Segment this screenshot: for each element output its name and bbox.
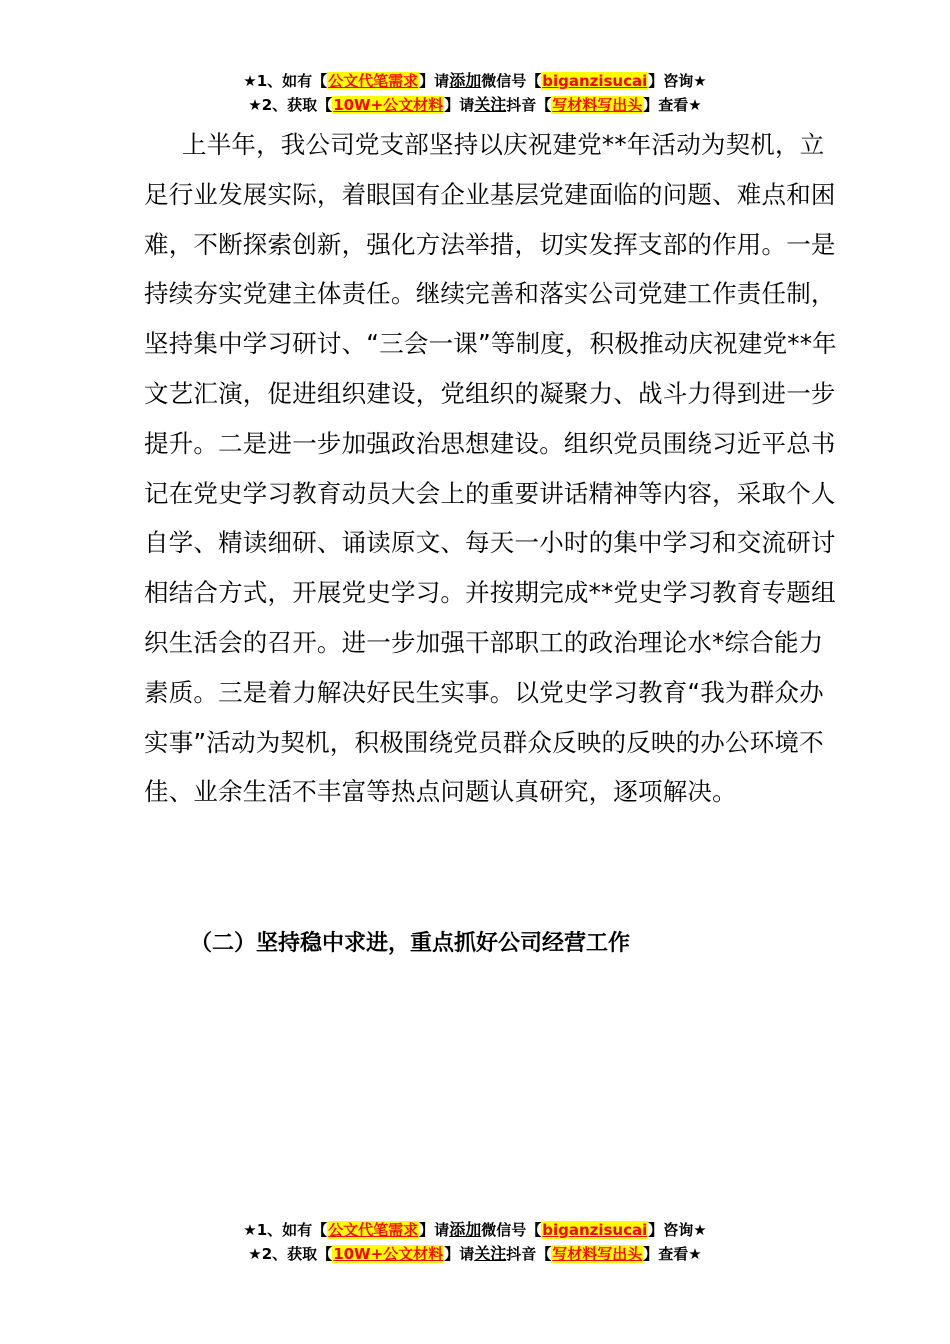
promo-emphasis: 关注 (474, 95, 507, 114)
promo-text: 微信号【 (481, 1221, 542, 1239)
promo-text: ★2、获取【 (248, 96, 333, 114)
promo-highlight: biganzisucai (542, 1221, 648, 1239)
promo-text: 微信号【 (481, 72, 542, 90)
promo-highlight: 写材料写出头 (552, 1245, 643, 1263)
promo-highlight: 10W+公文材料 (333, 1245, 444, 1263)
promo-text: 】请 (444, 1245, 475, 1263)
promo-line-1 (0, 69, 950, 93)
promo-text: 抖音【 (506, 1245, 552, 1263)
promo-line-2 (0, 93, 950, 117)
promo-banner-bottom (0, 1218, 950, 1266)
promo-text: ★1、如有【 (243, 1221, 328, 1239)
promo-text: ★1、如有【 (243, 72, 328, 90)
promo-text: 】咨询★ (648, 1221, 707, 1239)
promo-text: 】查看★ (643, 1245, 702, 1263)
promo-highlight: 10W+公文材料 (333, 96, 444, 114)
promo-text: 】请 (419, 1221, 450, 1239)
promo-line-1 (0, 1218, 950, 1242)
promo-highlight: 公文代笔需求 (328, 72, 419, 90)
promo-text: 】咨询★ (648, 72, 707, 90)
promo-emphasis: 关注 (474, 1244, 507, 1263)
promo-highlight: biganzisucai (542, 72, 648, 90)
promo-highlight: 写材料写出头 (552, 96, 643, 114)
promo-emphasis: 添加 (449, 1220, 482, 1239)
promo-line-2 (0, 1242, 950, 1266)
promo-text: 抖音【 (506, 96, 552, 114)
promo-highlight: 公文代笔需求 (328, 1221, 419, 1239)
promo-text: 】查看★ (643, 96, 702, 114)
promo-text: ★2、获取【 (248, 1245, 333, 1263)
promo-emphasis: 添加 (449, 71, 482, 90)
promo-text: 】请 (444, 96, 475, 114)
promo-banner-top (0, 69, 950, 117)
section-heading: （二）坚持稳中求进，重点抓好公司经营工作 (190, 931, 631, 956)
promo-text: 】请 (419, 72, 450, 90)
body-paragraph: 上半年，我公司党支部坚持以庆祝建党**年活动为契机，立足行业发展实际，着眼国有企业基层党建面临的问题、难点和困难，不断探索创新，强化方法举措，切实发挥支部的作用。一是持续夯实党建主体责任。继续完善和落实公司党建工作责任制，坚持集中学习研讨、“三会一课”等制度，积极推动庆祝建党**年文艺汇演，促进组织建设，党组织的凝聚力、战斗力得到进一步提升。二是进一步加强政治思想建设。组织党员围绕习近平总书记在党史学习教育动员大会上的重要讲话精神等内容，采取个人自学、精读细研、诵读原文、每天一小时的集中学习和交流研讨相结合方式，开展党史学习。并按期完成**党史学习教育专题组织生活会的召开。进一步加强干部职工的政治理论水*综合能力素质。三是着力解决好民生实事。以党史学习教育“我为群众办实事”活动为契机，积极围绕党员群众反映的反映的办公环境不佳、业余生活不丰富等热点问题认真研究，逐项解决。 (144, 130, 837, 807)
